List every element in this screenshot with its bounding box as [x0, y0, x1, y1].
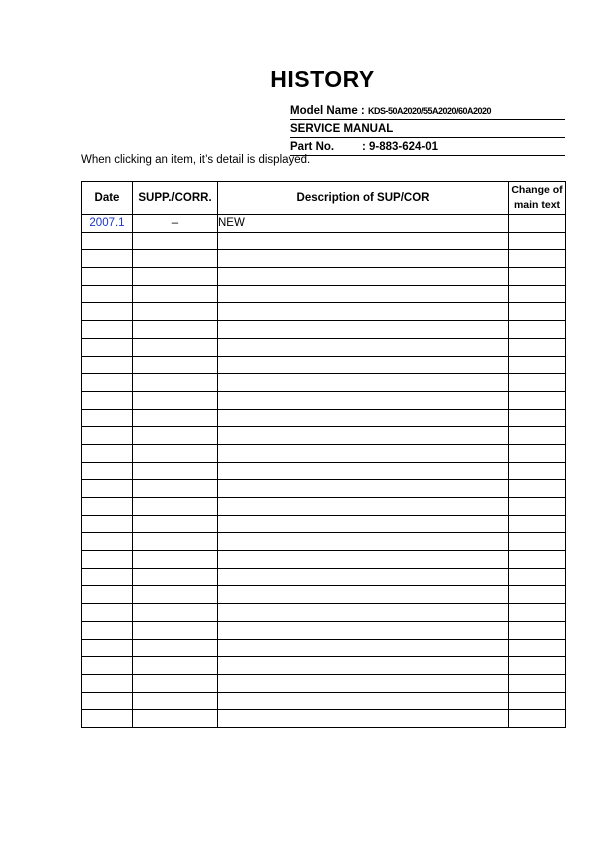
supp-corr-cell[interactable]: – [133, 215, 218, 233]
change-of-main-text-cell [509, 215, 566, 233]
manual-type-row [290, 120, 565, 138]
supp-corr-cell [133, 498, 218, 516]
change-of-main-text-cell [509, 657, 566, 675]
change-of-main-text-cell [509, 674, 566, 692]
part-number-value: : 9-883-624-01 [362, 141, 439, 153]
date-cell [82, 586, 133, 604]
table-row [82, 568, 566, 586]
description-cell [218, 303, 509, 321]
table-row [82, 480, 566, 498]
description-cell [218, 533, 509, 551]
change-of-main-text-cell [509, 639, 566, 657]
date-cell [82, 285, 133, 303]
date-cell [82, 515, 133, 533]
change-of-main-text-cell [509, 621, 566, 639]
page-title: HISTORY [270, 66, 375, 92]
supp-corr-cell [133, 480, 218, 498]
table-row[interactable] [82, 215, 566, 233]
change-of-main-text-cell [509, 338, 566, 356]
supp-corr-cell [133, 515, 218, 533]
description-cell [218, 586, 509, 604]
description-cell [218, 268, 509, 286]
date-cell [82, 621, 133, 639]
date-cell [82, 710, 133, 728]
date-cell [82, 391, 133, 409]
date-cell [82, 639, 133, 657]
description-cell [218, 356, 509, 374]
table-row [82, 232, 566, 250]
change-of-main-text-cell [509, 285, 566, 303]
date-cell [82, 338, 133, 356]
change-of-main-text-cell [509, 374, 566, 392]
description-cell [218, 480, 509, 498]
table-row [82, 250, 566, 268]
supp-corr-cell [133, 639, 218, 657]
description-cell [218, 232, 509, 250]
table-row [82, 444, 566, 462]
supp-corr-cell [133, 551, 218, 569]
table-row [82, 303, 566, 321]
column-header-change-of-main-text [509, 182, 566, 215]
description-cell [218, 710, 509, 728]
table-row [82, 533, 566, 551]
date-cell [82, 321, 133, 339]
table-row [82, 551, 566, 569]
supp-corr-cell [133, 321, 218, 339]
description-cell[interactable]: NEW [218, 215, 509, 233]
table-row [82, 710, 566, 728]
description-cell [218, 657, 509, 675]
change-of-main-text-cell [509, 356, 566, 374]
supp-corr-cell [133, 444, 218, 462]
change-of-main-text-cell [509, 692, 566, 710]
table-row [82, 692, 566, 710]
change-of-main-text-cell [509, 391, 566, 409]
supp-corr-cell [133, 604, 218, 622]
date-cell [82, 533, 133, 551]
description-cell [218, 604, 509, 622]
supp-corr-cell [133, 674, 218, 692]
supp-corr-cell [133, 250, 218, 268]
change-of-main-text-cell [509, 303, 566, 321]
description-cell [218, 568, 509, 586]
date-cell [82, 480, 133, 498]
date-cell [82, 232, 133, 250]
description-cell [218, 498, 509, 516]
document-info [290, 102, 565, 156]
change-header-line1: Change of [511, 184, 563, 196]
date-cell [82, 604, 133, 622]
table-row [82, 657, 566, 675]
table-row [82, 356, 566, 374]
description-cell [218, 374, 509, 392]
change-of-main-text-cell [509, 444, 566, 462]
supp-corr-cell [133, 409, 218, 427]
date-cell [82, 551, 133, 569]
description-cell [218, 427, 509, 445]
table-row [82, 604, 566, 622]
description-cell [218, 515, 509, 533]
table-row [82, 409, 566, 427]
change-of-main-text-cell [509, 232, 566, 250]
table-row [82, 462, 566, 480]
part-number-label: Part No. [290, 141, 335, 153]
description-cell [218, 551, 509, 569]
description-cell [218, 285, 509, 303]
column-header-date: Date [82, 182, 133, 215]
change-header-line2: main text [513, 199, 561, 211]
supp-corr-cell [133, 356, 218, 374]
table-row [82, 338, 566, 356]
description-cell [218, 321, 509, 339]
change-of-main-text-cell [509, 710, 566, 728]
table-row [82, 639, 566, 657]
date-cell [82, 444, 133, 462]
supp-corr-cell [133, 621, 218, 639]
change-of-main-text-cell [509, 427, 566, 445]
date-cell[interactable]: 2007.1 [82, 215, 133, 233]
history-table [81, 181, 566, 728]
table-row [82, 586, 566, 604]
table-row [82, 427, 566, 445]
change-of-main-text-cell [509, 462, 566, 480]
part-number-row [290, 138, 565, 156]
supp-corr-cell [133, 268, 218, 286]
table-row [82, 391, 566, 409]
table-row [82, 321, 566, 339]
manual-type: SERVICE MANUAL [290, 123, 394, 135]
change-of-main-text-cell [509, 568, 566, 586]
supp-corr-cell [133, 427, 218, 445]
supp-corr-cell [133, 285, 218, 303]
date-cell [82, 268, 133, 286]
supp-corr-cell [133, 710, 218, 728]
date-cell [82, 568, 133, 586]
description-cell [218, 674, 509, 692]
table-row [82, 674, 566, 692]
change-of-main-text-cell [509, 551, 566, 569]
supp-corr-cell [133, 568, 218, 586]
table-header-row [82, 182, 566, 215]
change-of-main-text-cell [509, 480, 566, 498]
change-of-main-text-cell [509, 268, 566, 286]
table-row [82, 498, 566, 516]
supp-corr-cell [133, 232, 218, 250]
supp-corr-cell [133, 657, 218, 675]
date-cell [82, 462, 133, 480]
model-name-row [290, 102, 565, 120]
date-cell [82, 692, 133, 710]
model-name-label: Model Name : [290, 105, 365, 117]
table-row [82, 515, 566, 533]
description-cell [218, 462, 509, 480]
model-name-value: KDS-50A2020/55A2020/60A2020 [367, 106, 492, 116]
date-cell [82, 409, 133, 427]
supp-corr-cell [133, 338, 218, 356]
supp-corr-cell [133, 391, 218, 409]
column-header-description: Description of SUP/COR [218, 182, 509, 215]
supp-corr-cell [133, 374, 218, 392]
table-row [82, 374, 566, 392]
change-of-main-text-cell [509, 604, 566, 622]
description-cell [218, 391, 509, 409]
instruction-note: When clicking an item, it’s detail is displayed. [81, 154, 311, 166]
change-of-main-text-cell [509, 515, 566, 533]
change-of-main-text-cell [509, 250, 566, 268]
supp-corr-cell [133, 692, 218, 710]
supp-corr-cell [133, 462, 218, 480]
description-cell [218, 250, 509, 268]
description-cell [218, 621, 509, 639]
table-row [82, 621, 566, 639]
change-of-main-text-cell [509, 533, 566, 551]
description-cell [218, 444, 509, 462]
description-cell [218, 639, 509, 657]
change-of-main-text-cell [509, 498, 566, 516]
description-cell [218, 409, 509, 427]
date-cell [82, 356, 133, 374]
supp-corr-cell [133, 533, 218, 551]
table-row [82, 285, 566, 303]
date-cell [82, 498, 133, 516]
date-cell [82, 250, 133, 268]
change-of-main-text-cell [509, 321, 566, 339]
date-cell [82, 427, 133, 445]
supp-corr-cell [133, 586, 218, 604]
table-body [82, 215, 566, 728]
date-cell [82, 374, 133, 392]
column-header-supp-corr: SUPP./CORR. [133, 182, 218, 215]
description-cell [218, 692, 509, 710]
description-cell [218, 338, 509, 356]
supp-corr-cell [133, 303, 218, 321]
date-cell [82, 657, 133, 675]
change-of-main-text-cell [509, 586, 566, 604]
table-row [82, 268, 566, 286]
change-of-main-text-cell [509, 409, 566, 427]
date-cell [82, 674, 133, 692]
date-cell [82, 303, 133, 321]
